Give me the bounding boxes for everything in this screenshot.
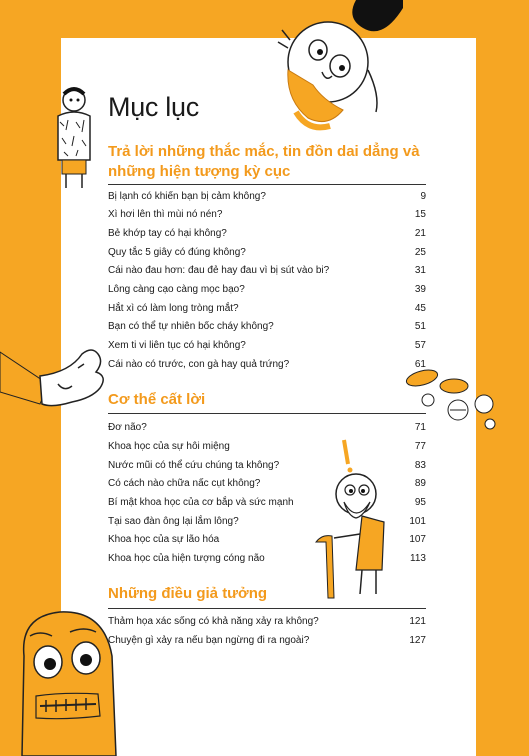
toc-entry-title: Nước mũi có thể cứu chúng ta không? bbox=[108, 459, 280, 471]
toc-entry-page: 39 bbox=[414, 283, 426, 295]
section-heading-line: Những điều giả tưởng bbox=[108, 585, 268, 602]
toc-entry-title: Bí mật khoa học của cơ bắp và sức mạnh bbox=[108, 496, 294, 508]
toc-entry[interactable] bbox=[108, 261, 426, 279]
toc-entry[interactable] bbox=[108, 631, 426, 649]
toc-entry[interactable] bbox=[108, 187, 426, 205]
toc-entry-title: Lông càng cạo càng mọc bạo? bbox=[108, 283, 245, 295]
toc-entry-title: Bẻ khớp tay có hại không? bbox=[108, 227, 227, 239]
toc-entry-page: 101 bbox=[409, 515, 426, 527]
section-heading-2 bbox=[108, 390, 205, 410]
toc-entry-title: Bạn có thể tự nhiên bốc cháy không? bbox=[108, 320, 274, 332]
toc-entry-title: Khoa học của sự lão hóa bbox=[108, 533, 220, 545]
reaching-figure-illustration bbox=[0, 332, 112, 424]
toc-entry-title: Hắt xì có làm long tròng mắt? bbox=[108, 302, 239, 314]
toc-entry-page: 45 bbox=[414, 302, 426, 314]
toc-entry-page: 89 bbox=[414, 477, 426, 489]
toc-entry-page: 15 bbox=[414, 208, 426, 220]
section-divider bbox=[108, 413, 426, 414]
toc-entry-title: Khoa học của hiện tượng cóng não bbox=[108, 552, 265, 564]
toc-entry[interactable] bbox=[108, 512, 426, 530]
toc-entry-page: 51 bbox=[414, 320, 426, 332]
toc-entry-title: Chuyện gì xảy ra nếu bạn ngừng đi ra ngoài? bbox=[108, 634, 310, 646]
section-heading-line: Cơ thể cất lời bbox=[108, 391, 206, 408]
toc-entry[interactable] bbox=[108, 456, 426, 474]
toc-entry-page: 9 bbox=[420, 190, 426, 202]
section-divider bbox=[108, 184, 426, 185]
cartoon-head-illustration bbox=[268, 0, 403, 135]
toc-entry-page: 21 bbox=[414, 227, 426, 239]
toc-entry-page: 127 bbox=[409, 634, 426, 646]
section-heading-3 bbox=[108, 584, 267, 604]
toc-entry-page: 31 bbox=[414, 264, 426, 276]
toc-entry-page: 107 bbox=[409, 533, 426, 545]
toc-entry-page: 113 bbox=[410, 552, 426, 564]
toc-entry[interactable] bbox=[108, 299, 426, 317]
toc-entry-title: Xì hơi lên thì mùi nó nén? bbox=[108, 208, 223, 220]
section-heading-line: những hiện tượng kỳ cục bbox=[108, 163, 291, 180]
toc-entry[interactable] bbox=[108, 355, 426, 373]
section-heading-1 bbox=[108, 142, 420, 182]
toc-entry-title: Khoa học của sự hôi miệng bbox=[108, 440, 230, 452]
page-title: Mục lục bbox=[108, 92, 199, 122]
toc-entry[interactable] bbox=[108, 280, 426, 298]
section-divider bbox=[108, 608, 426, 609]
toc-entry-page: 61 bbox=[414, 358, 426, 370]
hairy-man-illustration bbox=[44, 86, 102, 194]
toc-entry[interactable] bbox=[108, 493, 426, 511]
toc-entry[interactable] bbox=[108, 336, 426, 354]
toc-entry[interactable] bbox=[108, 437, 426, 455]
toc-entry-title: Có cách nào chữa nấc cụt không? bbox=[108, 477, 261, 489]
toc-entry-page: 77 bbox=[414, 440, 426, 452]
toc-entry-title: Cái nào có trước, con gà hay quả trứng? bbox=[108, 358, 290, 370]
toc-entry-title: Bị lạnh có khiến bạn bị cảm không? bbox=[108, 190, 266, 202]
toc-entry-page: 95 bbox=[414, 496, 426, 508]
toc-entry[interactable] bbox=[108, 317, 426, 335]
toc-entry[interactable] bbox=[108, 418, 426, 436]
toc-entry[interactable] bbox=[108, 612, 426, 630]
toc-entry-title: Xem ti vi liên tục có hại không? bbox=[108, 339, 246, 351]
toc-entry[interactable] bbox=[108, 549, 426, 567]
toc-entry[interactable] bbox=[108, 530, 426, 548]
toc-entry-title: Đơ não? bbox=[108, 421, 147, 433]
toc-entry[interactable] bbox=[108, 474, 426, 492]
toc-entry[interactable] bbox=[108, 205, 426, 223]
toc-entry-title: Quy tắc 5 giây có đúng không? bbox=[108, 246, 246, 258]
toc-entry-title: Tại sao đàn ông lại lắm lông? bbox=[108, 515, 239, 527]
toc-entry-title: Thảm họa xác sống có khả năng xảy ra không? bbox=[108, 615, 319, 627]
toc-entry-page: 25 bbox=[414, 246, 426, 258]
toc-entry[interactable] bbox=[108, 243, 426, 261]
toc-entry-page: 71 bbox=[414, 421, 426, 433]
section-heading-line: Trả lời những thắc mắc, tin đồn dai dẳng và bbox=[108, 143, 420, 160]
toc-entry-page: 57 bbox=[414, 339, 426, 351]
toc-entry-page: 121 bbox=[409, 615, 426, 627]
toc-entry-title: Cái nào đau hơn: đau đẻ hay đau vì bị sút vào bi? bbox=[108, 264, 330, 276]
toc-entry[interactable] bbox=[108, 224, 426, 242]
toc-entry-page: 83 bbox=[414, 459, 426, 471]
